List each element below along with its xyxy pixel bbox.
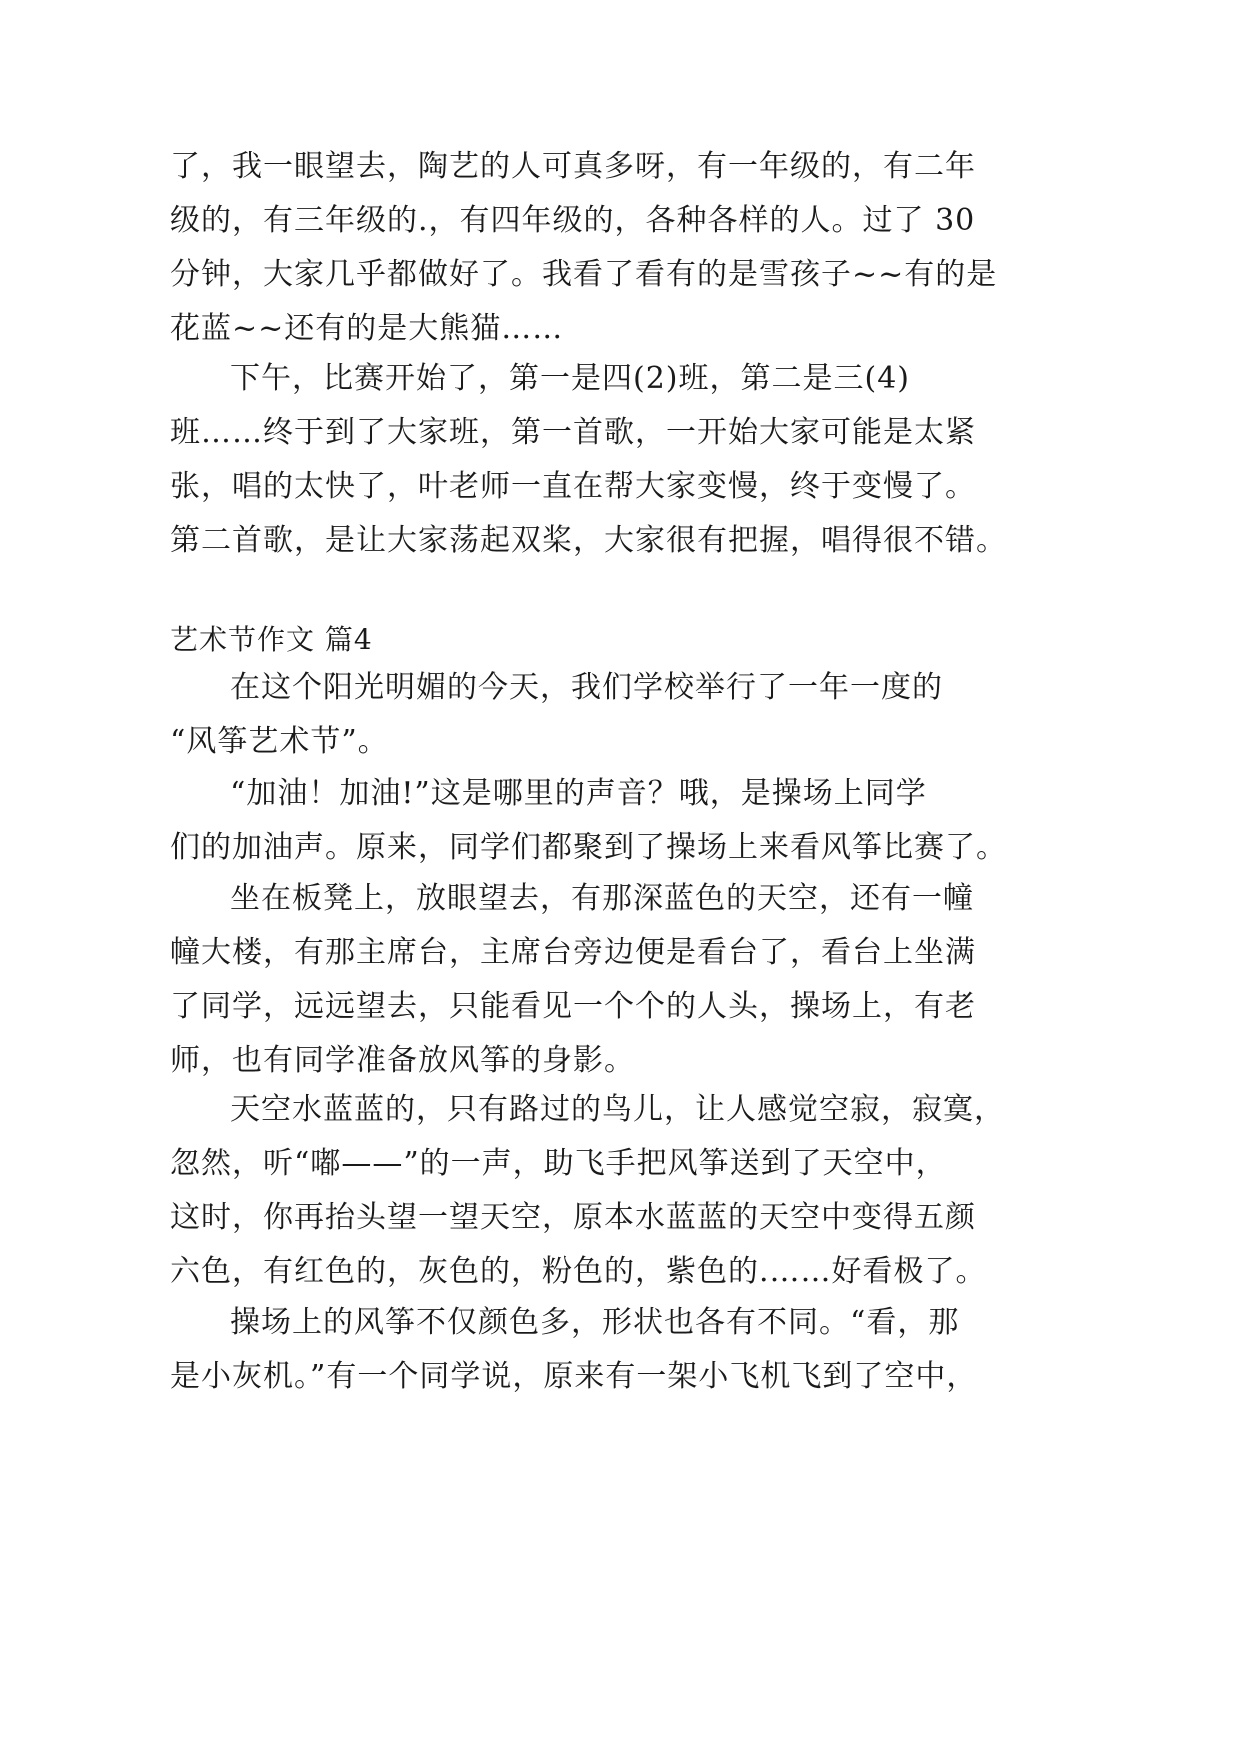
text-line: 班……终于到了大家班，第一首歌，一开始大家可能是太紧 (170, 415, 976, 450)
text-line: “风筝艺术节”。 (170, 724, 389, 759)
text-line: 了，我一眼望去，陶艺的人可真多呀，有一年级的，有二年 (170, 149, 976, 184)
text-line: 六色，有红色的，灰色的，粉色的，紫色的.……好看极了。 (170, 1254, 987, 1289)
text-line: 分钟，大家几乎都做好了。我看了看有的是雪孩子~~有的是 (170, 257, 998, 292)
text-line: 坐在板凳上，放眼望去，有那深蓝色的天空，还有一幢 (230, 881, 974, 916)
section-heading: 艺术节作文 篇4 (170, 623, 373, 656)
text-line: 天空水蓝蓝的，只有路过的鸟儿，让人感觉空寂，寂寞， (230, 1092, 1005, 1127)
text-line: 是小灰机。”有一个同学说，原来有一架小飞机飞到了空中， (170, 1359, 978, 1394)
text-line: 级的，有三年级的.，有四年级的，各种各样的人。过了 30 (170, 203, 976, 238)
text-line: “加油！加油!”这是哪里的声音？哦，是操场上同学 (230, 776, 927, 811)
text-line: 们的加油声。原来，同学们都聚到了操场上来看风筝比赛了。 (170, 830, 1007, 865)
text-line: 在这个阳光明媚的今天，我们学校举行了一年一度的 (230, 670, 943, 705)
text-line: 这时，你再抬头望一望天空，原本水蓝蓝的天空中变得五颜 (170, 1200, 976, 1235)
text-line: 张，唱的太快了，叶老师一直在帮大家变慢，终于变慢了。 (170, 469, 976, 504)
text-line: 了同学，远远望去，只能看见一个个的人头，操场上，有老 (170, 989, 976, 1024)
text-line: 幢大楼，有那主席台，主席台旁边便是看台了，看台上坐满 (170, 935, 976, 970)
text-line: 师，也有同学准备放风筝的身影。 (170, 1043, 635, 1078)
text-line: 忽然，听“嘟——”的一声，助飞手把风筝送到了天空中， (170, 1146, 947, 1181)
text-line: 下午，比赛开始了，第一是四(2)班，第二是三(4) (230, 361, 910, 396)
text-line: 第二首歌，是让大家荡起双桨，大家很有把握，唱得很不错。 (170, 523, 1007, 558)
text-line: 花蓝~~还有的是大熊猫…… (170, 311, 564, 346)
text-line: 操场上的风筝不仅颜色多，形状也各有不同。“看，那 (230, 1305, 960, 1340)
